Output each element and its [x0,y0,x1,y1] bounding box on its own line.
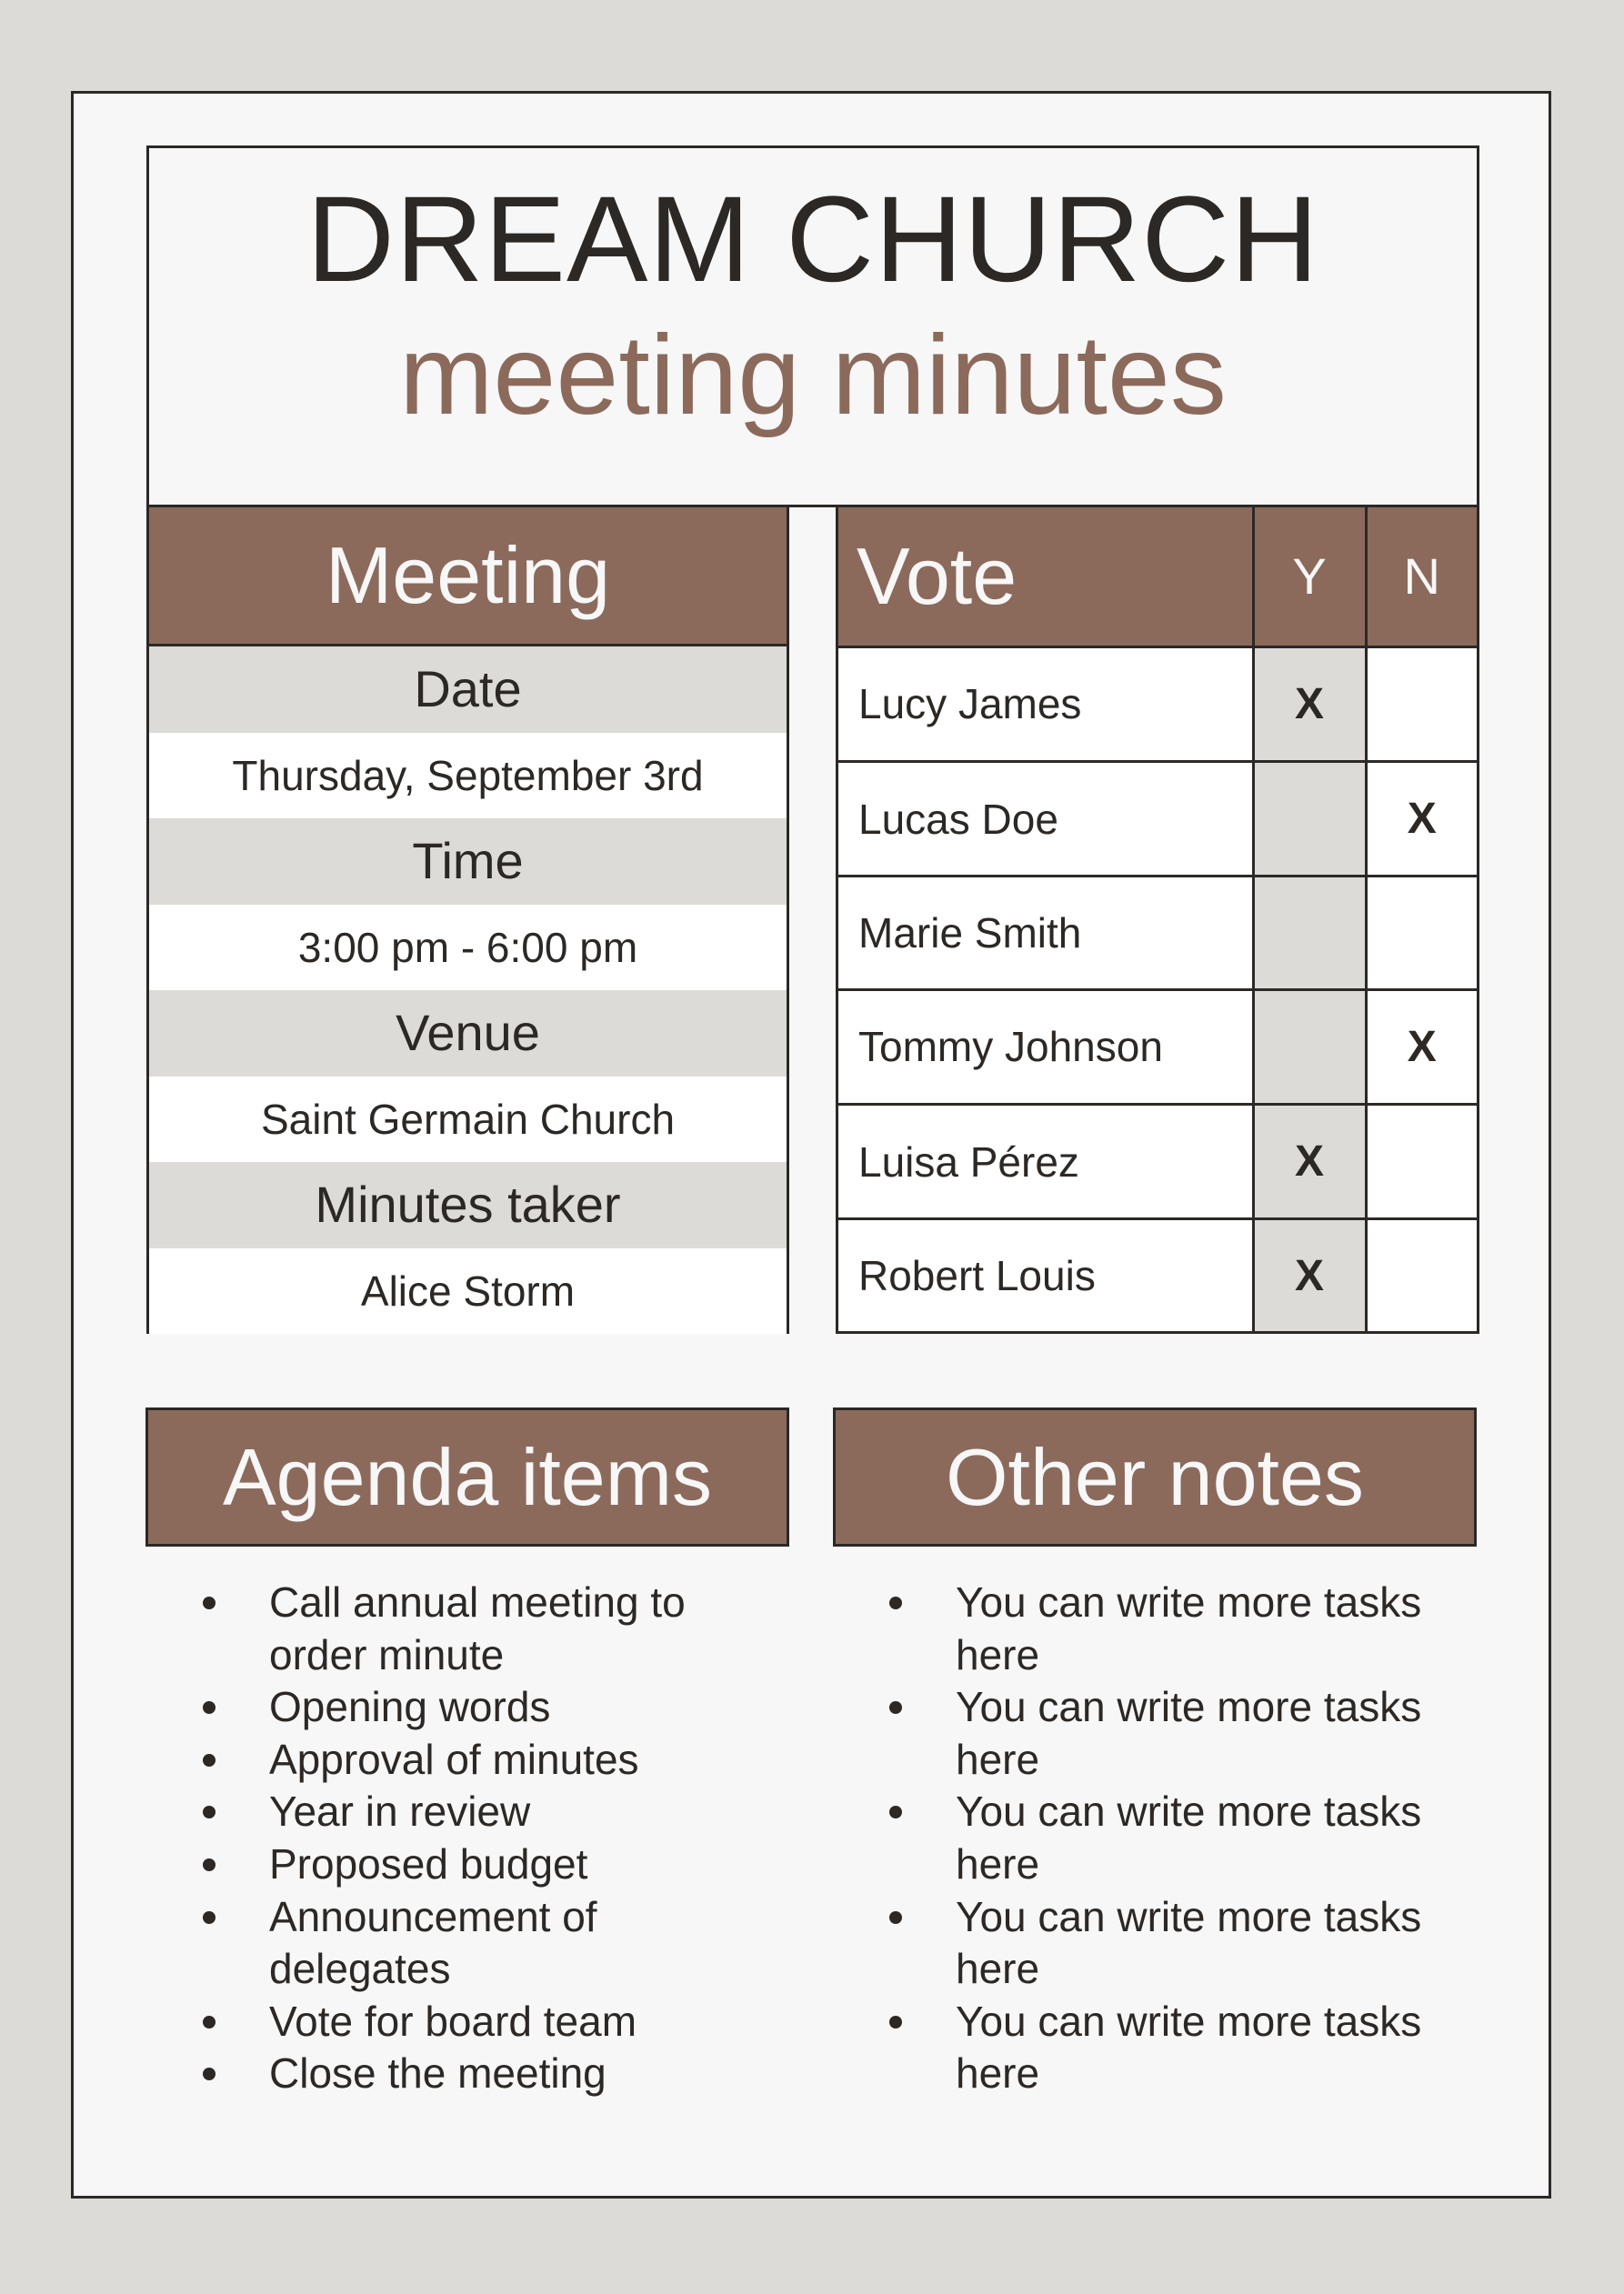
voter-name: Marie Smith [838,877,1253,989]
note-item-text: You can write more tasks here [956,1788,1422,1888]
bullet-icon [203,1597,216,1609]
voter-name: Lucy James [838,646,1253,761]
bullet-icon [889,1911,902,1924]
venue-value: Saint Germain Church [149,1077,787,1163]
minutes-taker-value: Alice Storm [149,1248,787,1335]
list-item [203,2048,712,2100]
list-item [203,1891,712,1996]
agenda-heading: Agenda items [145,1407,789,1547]
vote-table [838,507,1477,1331]
vote-row [838,877,1477,989]
no-mark: X [1366,761,1477,876]
agenda-item-text: Call annual meeting to order minute [269,1578,686,1678]
list-item [203,1734,712,1787]
agenda-item-text: Vote for board team [269,1997,637,2045]
vote-row [838,989,1477,1104]
agenda-item-text: Close the meeting [269,2049,606,2098]
vote-header-row [838,507,1477,646]
no-mark [1366,646,1477,761]
bullet-icon [203,1806,216,1818]
list-item [889,1786,1471,1890]
bullet-icon [203,1754,216,1767]
minutes-taker-label: Minutes taker [149,1162,787,1248]
bullet-icon [203,1701,216,1714]
venue-label: Venue [149,990,787,1077]
list-item [889,1891,1471,1996]
note-item-text: You can write more tasks here [956,1683,1422,1783]
list-item [203,1577,712,1681]
agenda-item-text: Opening words [269,1683,551,1731]
agenda-item-text: Year in review [269,1788,531,1836]
list-item [203,1681,712,1734]
notes-heading: Other notes [833,1407,1477,1547]
bullet-icon [889,1806,902,1818]
date-value: Thursday, September 3rd [149,733,787,819]
no-mark: X [1366,989,1477,1104]
yes-mark: X [1253,1219,1366,1331]
vote-row [838,1219,1477,1331]
voter-name: Robert Louis [838,1219,1253,1331]
agenda-item-text: Announcement of delegates [269,1892,597,1993]
yes-mark: X [1253,1104,1366,1218]
bullet-icon [889,1597,902,1609]
bullet-icon [889,2016,902,2029]
note-item-text: You can write more tasks here [956,1578,1422,1678]
list-item [889,1996,1471,2100]
meeting-heading: Meeting [149,507,787,646]
vote-row [838,646,1477,761]
no-mark [1366,877,1477,989]
agenda-list [203,1577,712,2100]
document-subtitle: meeting minutes [399,313,1227,438]
no-mark [1366,1104,1477,1218]
bullet-icon [203,1911,216,1924]
meeting-panel [146,505,789,1334]
date-label: Date [149,646,787,733]
voter-name: Tommy Johnson [838,989,1253,1104]
yes-mark [1253,761,1366,876]
bullet-icon [203,2016,216,2029]
bullet-icon [203,1858,216,1871]
agenda-item-text: Proposed budget [269,1839,588,1888]
note-item-text: You can write more tasks here [956,1997,1422,2098]
vote-row [838,761,1477,876]
bullet-icon [889,1701,902,1714]
title-box [146,145,1479,507]
list-item [889,1577,1471,1681]
yes-mark [1253,989,1366,1104]
yes-mark: X [1253,646,1366,761]
list-item [203,1786,712,1838]
vote-heading: Vote [838,507,1253,646]
yes-column-header: Y [1253,507,1366,646]
vote-panel [836,505,1479,1334]
bullet-icon [203,2068,216,2080]
no-column-header: N [1366,507,1477,646]
voter-name: Luisa Pérez [838,1104,1253,1218]
list-item [889,1681,1471,1786]
list-item [203,1996,712,2049]
notes-list [889,1577,1471,2100]
yes-mark [1253,877,1366,989]
church-title: DREAM CHURCH [306,172,1319,307]
time-label: Time [149,818,787,905]
note-item-text: You can write more tasks here [956,1892,1422,1993]
list-item [203,1838,712,1891]
voter-name: Lucas Doe [838,761,1253,876]
time-value: 3:00 pm - 6:00 pm [149,905,787,991]
no-mark [1366,1219,1477,1331]
vote-row [838,1104,1477,1218]
agenda-item-text: Approval of minutes [269,1735,639,1783]
